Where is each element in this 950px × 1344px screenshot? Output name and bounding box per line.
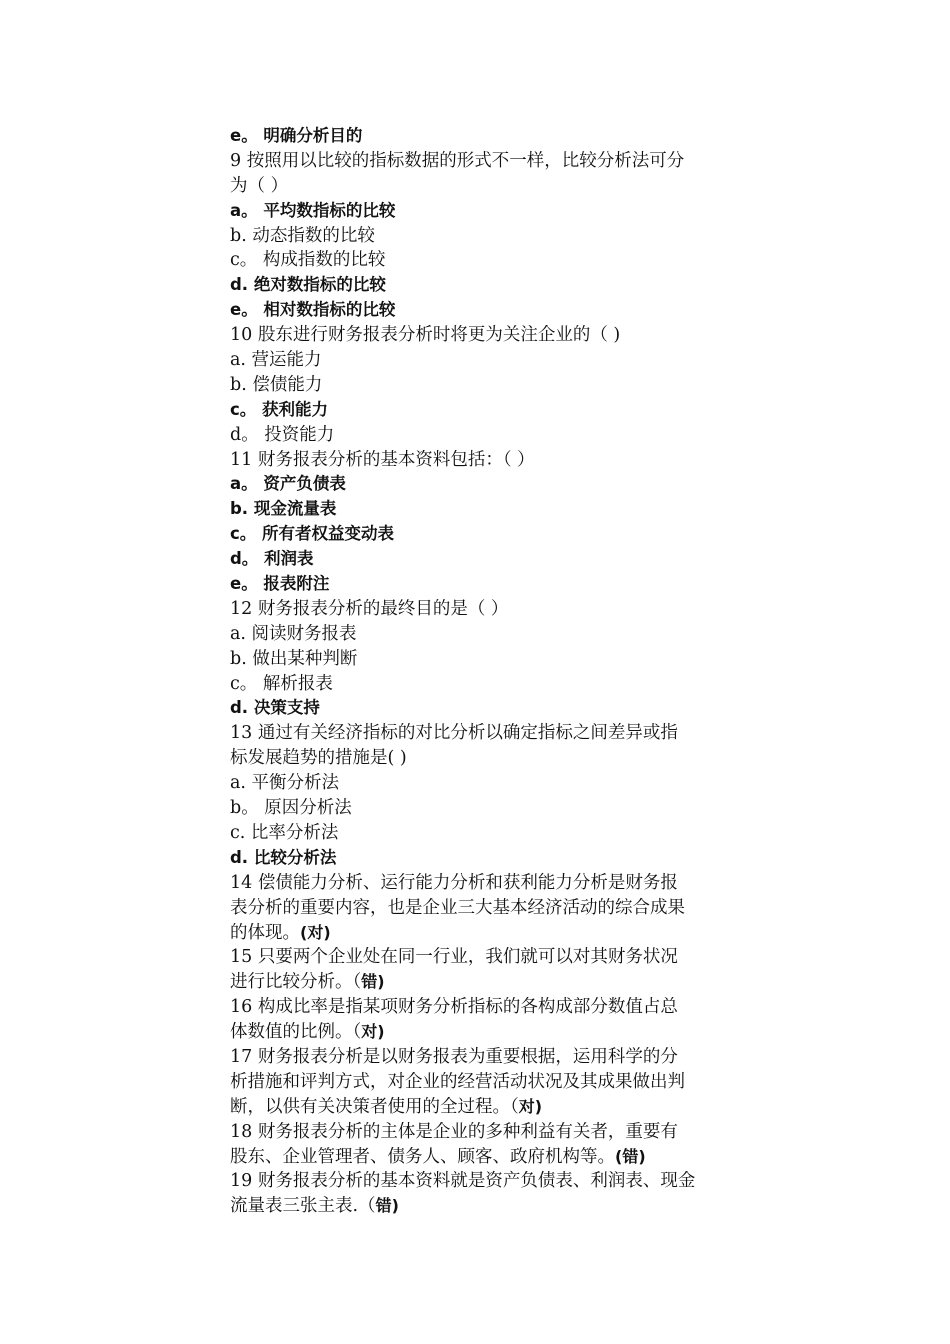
- text-line: [230, 273, 730, 298]
- text-line: [230, 1095, 730, 1120]
- line-text: 14 偿债能力分析、运行能力分析和获利能力分析是财务报: [230, 872, 678, 893]
- text-line: [230, 124, 730, 149]
- text-line: [230, 1020, 730, 1045]
- text-line: [230, 174, 730, 199]
- line-text: e。 相对数指标的比较: [230, 300, 396, 320]
- text-line: [230, 721, 730, 746]
- line-text: a. 平衡分析法: [230, 773, 340, 794]
- line-text: 13 通过有关经济指标的对比分析以确定指标之间差异或指: [230, 723, 678, 744]
- line-text: c。 获利能力: [230, 399, 329, 419]
- text-line: [230, 871, 730, 896]
- text-line: [230, 423, 730, 448]
- text-line: [230, 323, 730, 348]
- text-line: [230, 821, 730, 846]
- line-text: 的体现。: [230, 922, 300, 943]
- text-line: [230, 572, 730, 597]
- text-line: [230, 1120, 730, 1145]
- line-text: c。 所有者权益变动表: [230, 524, 395, 544]
- answer-mark: 对): [361, 1022, 385, 1042]
- answer-mark: (错): [615, 1146, 646, 1166]
- text-line: [230, 970, 730, 995]
- line-text: 17 财务报表分析是以财务报表为重要根据，运用科学的分: [230, 1046, 678, 1067]
- text-line: [230, 1070, 730, 1095]
- line-text: c。 解析报表: [230, 673, 333, 694]
- text-line: [230, 995, 730, 1020]
- line-text: 18 财务报表分析的主体是企业的多种利益有关者，重要有: [230, 1121, 678, 1142]
- text-line: [230, 149, 730, 174]
- answer-mark: 错): [375, 1196, 399, 1216]
- text-line: [230, 796, 730, 821]
- line-text: 体数值的比例。（: [230, 1022, 362, 1043]
- line-text: c。 构成指数的比较: [230, 250, 386, 271]
- line-text: c. 比率分析法: [230, 822, 339, 843]
- text-line: [230, 199, 730, 224]
- text-line: [230, 248, 730, 273]
- text-line: [230, 1145, 730, 1170]
- line-text: 进行比较分析。（: [230, 972, 362, 993]
- line-text: d. 比较分析法: [230, 847, 337, 867]
- line-text: e。 明确分析目的: [230, 126, 363, 145]
- line-text: b. 现金流量表: [230, 499, 337, 519]
- line-text: 19 财务报表分析的基本资料就是资产负债表、利润表、现金: [230, 1171, 696, 1192]
- line-text: 16 构成比率是指某项财务分析指标的各构成部分数值占总: [230, 997, 678, 1018]
- line-text: 15 只要两个企业处在同一行业，我们就可以对其财务状况: [230, 947, 678, 968]
- text-line: [230, 945, 730, 970]
- line-text: d. 决策支持: [230, 698, 320, 718]
- line-text: 析措施和评判方式，对企业的经营活动状况及其成果做出判: [230, 1071, 685, 1092]
- line-text: 9 按照用以比较的指标数据的形式不一样，比较分析法可分: [230, 150, 685, 171]
- line-text: 12 财务报表分析的最终目的是（ ）: [230, 598, 509, 619]
- text-line: [230, 448, 730, 473]
- text-line: [230, 896, 730, 921]
- line-text: 断，以供有关决策者使用的全过程。（: [230, 1096, 519, 1117]
- text-line: [230, 224, 730, 249]
- line-text: b. 偿债能力: [230, 374, 323, 395]
- line-text: d. 绝对数指标的比较: [230, 275, 386, 295]
- text-line: [230, 672, 730, 697]
- answer-mark: (对): [300, 922, 331, 942]
- text-line: [230, 298, 730, 323]
- text-line: [230, 696, 730, 721]
- text-line: [230, 547, 730, 572]
- line-text: 标发展趋势的措施是( ): [230, 748, 407, 769]
- text-line: [230, 398, 730, 423]
- line-text: 11 财务报表分析的基本资料包括：（ ）: [230, 449, 535, 470]
- line-text: b。 原因分析法: [230, 798, 352, 819]
- text-line: [230, 348, 730, 373]
- text-line: [230, 647, 730, 672]
- text-line: [230, 522, 730, 547]
- text-line: [230, 746, 730, 771]
- line-text: b. 动态指数的比较: [230, 225, 375, 246]
- answer-mark: 对): [518, 1096, 543, 1116]
- line-text: a。 资产负债表: [230, 474, 346, 494]
- text-line: [230, 846, 730, 871]
- line-text: d。 利润表: [230, 549, 314, 569]
- document-content: [230, 124, 730, 1219]
- line-text: 股东、企业管理者、债务人、顾客、政府机构等。: [230, 1146, 615, 1167]
- line-text: a。 平均数指标的比较: [230, 200, 396, 220]
- text-line: [230, 497, 730, 522]
- line-text: a. 阅读财务报表: [230, 623, 357, 644]
- answer-mark: 错): [361, 972, 385, 992]
- line-text: 为（ ）: [230, 175, 289, 196]
- text-line: [230, 771, 730, 796]
- line-text: 流量表三张主表.（: [230, 1196, 376, 1217]
- line-text: d。 投资能力: [230, 424, 335, 445]
- text-line: [230, 1194, 730, 1219]
- line-text: 10 股东进行财务报表分析时将更为关注企业的（ ): [230, 325, 621, 346]
- text-line: [230, 472, 730, 497]
- text-line: [230, 1169, 730, 1194]
- line-text: 表分析的重要内容，也是企业三大基本经济活动的综合成果: [230, 897, 685, 918]
- text-line: [230, 373, 730, 398]
- text-line: [230, 597, 730, 622]
- line-text: b. 做出某种判断: [230, 648, 358, 669]
- text-line: [230, 622, 730, 647]
- line-text: e。 报表附注: [230, 574, 330, 594]
- line-text: a. 营运能力: [230, 350, 322, 371]
- text-line: [230, 921, 730, 946]
- text-line: [230, 1045, 730, 1070]
